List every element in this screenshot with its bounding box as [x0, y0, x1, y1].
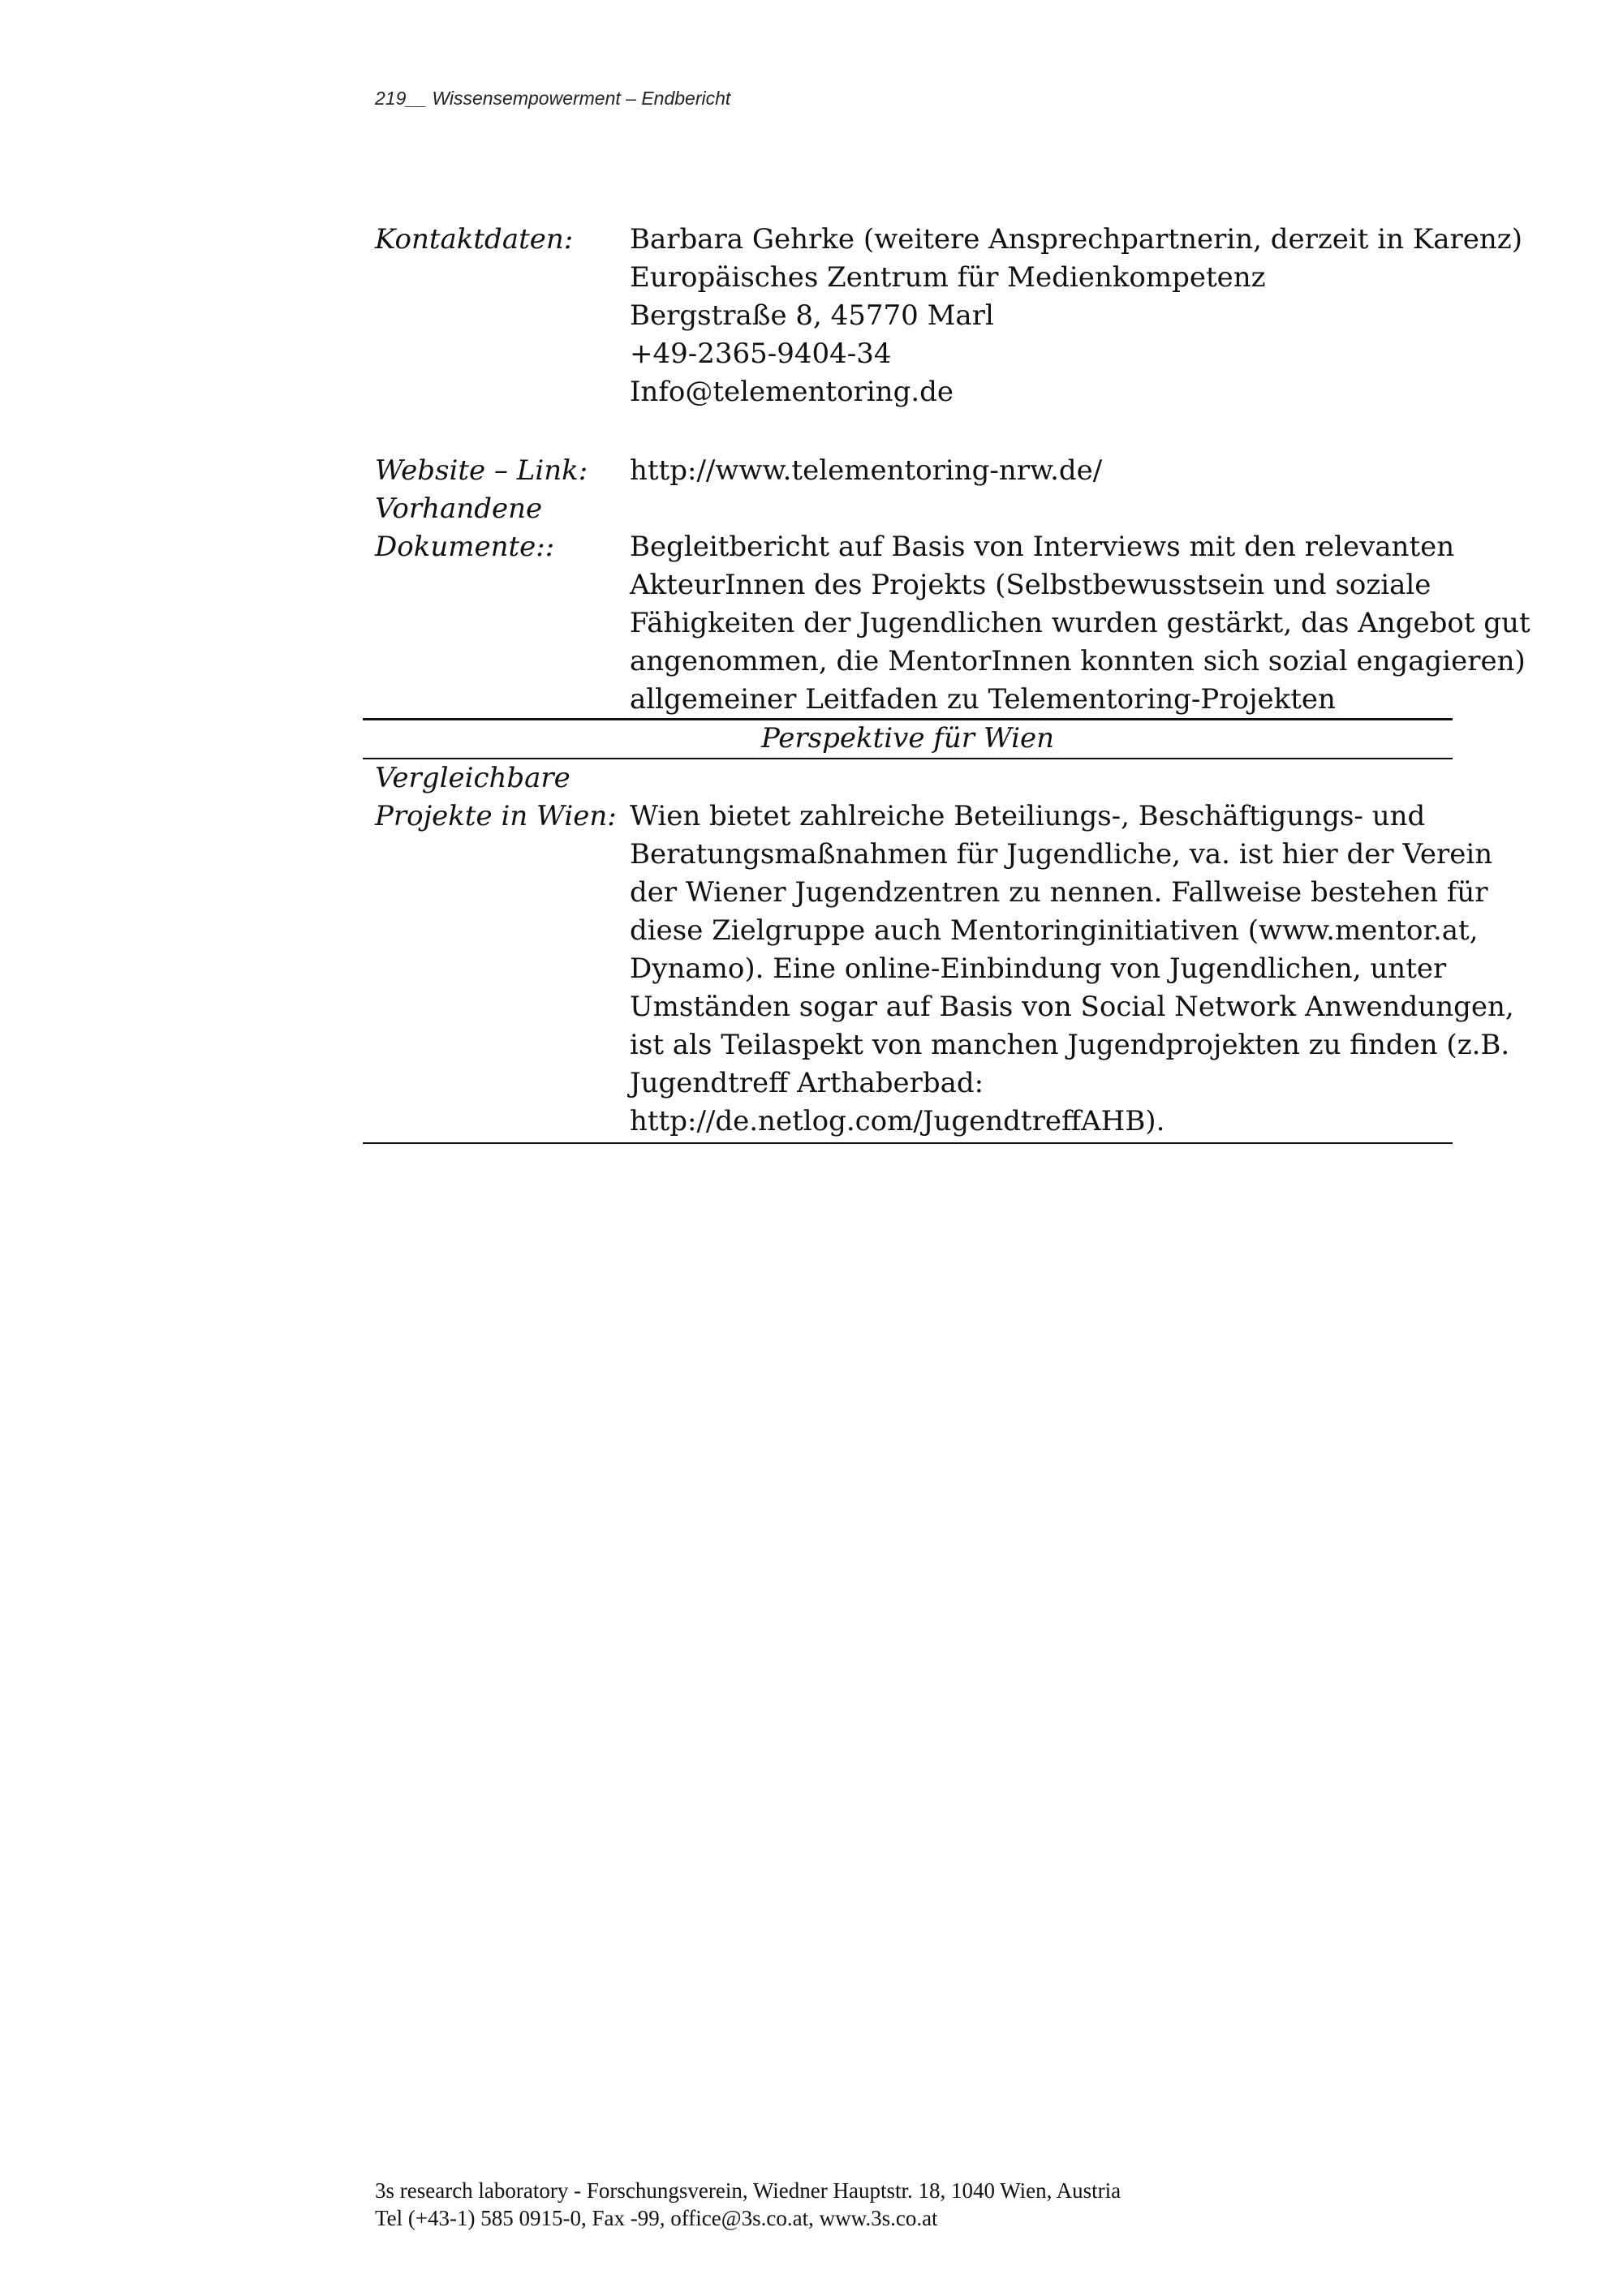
- vergleich-text-line: Beratungsmaßnahmen für Jugendliche, va. ist hier der Verein: [630, 838, 1493, 871]
- page-footer: [375, 2177, 1121, 2232]
- label-website: Website – Link:: [375, 454, 588, 487]
- contact-email: Info@telementoring.de: [630, 376, 954, 408]
- dokumente-text-line: AkteurInnen des Projekts (Selbstbewusstsein und soziale: [630, 569, 1431, 601]
- contact-phone: +49-2365-9404-34: [630, 338, 892, 370]
- vergleich-text-line: Umständen sogar auf Basis von Social Network Anwendungen,: [630, 991, 1514, 1023]
- contact-line: Barbara Gehrke (weitere Ansprechpartnerin, derzeit in Karenz): [630, 223, 1522, 256]
- table-bottom-rule: [363, 1142, 1453, 1144]
- contact-line: Bergstraße 8, 45770 Marl: [630, 299, 994, 332]
- vergleich-text-line: der Wiener Jugendzentren zu nennen. Fallweise bestehen für: [630, 876, 1488, 909]
- label-vergleichbare-projekte-line2: Projekte in Wien:: [375, 800, 617, 832]
- vergleich-text-line: Jugendtreff Arthaberbad:: [630, 1067, 984, 1099]
- label-kontaktdaten: Kontaktdaten:: [375, 223, 574, 256]
- website-link: http://www.telementoring-nrw.de/: [630, 454, 1103, 487]
- label-vorhandene-dokumente-line1: Vorhandene: [375, 492, 543, 525]
- dokumente-text-line: Begleitbericht auf Basis von Interviews mit den relevanten: [630, 531, 1455, 563]
- footer-contact: Tel (+43-1) 585 0915-0, Fax -99, office@3s.co.at, www.3s.co.at: [375, 2206, 938, 2230]
- contact-line: Europäisches Zentrum für Medienkompetenz: [630, 261, 1266, 294]
- vergleich-text-line: Dynamo). Eine online-Einbindung von Jugendlichen, unter: [630, 952, 1447, 985]
- dokumente-text-line: angenommen, die MentorInnen konnten sich sozial engagieren): [630, 645, 1526, 677]
- section-heading: Perspektive für Wien: [760, 722, 1055, 755]
- dokumente-text-line: Fähigkeiten der Jugendlichen wurden gestärkt, das Angebot gut: [630, 607, 1530, 639]
- running-header: 219__ Wissensempowerment – Endbericht: [375, 88, 731, 109]
- label-vorhandene-dokumente-line2: Dokumente::: [375, 531, 555, 563]
- label-vergleichbare-projekte-line1: Vergleichbare: [375, 762, 570, 794]
- vergleich-text-line: Wien bietet zahlreiche Beteiliungs-, Beschäftigungs- und: [630, 800, 1426, 832]
- vergleich-text-line: diese Zielgruppe auch Mentoringinitiativen (www.mentor.at,: [630, 914, 1479, 947]
- dokumente-text-line: allgemeiner Leitfaden zu Telementoring-Projekten: [630, 683, 1336, 716]
- vergleich-text-line: ist als Teilaspekt von manchen Jugendprojekten zu finden (z.B.: [630, 1029, 1510, 1061]
- footer-address: 3s research laboratory - Forschungsverein, Wiedner Hauptstr. 18, 1040 Wien, Austria: [375, 2178, 1121, 2203]
- vergleich-text-line: http://de.netlog.com/JugendtreffAHB).: [630, 1105, 1165, 1137]
